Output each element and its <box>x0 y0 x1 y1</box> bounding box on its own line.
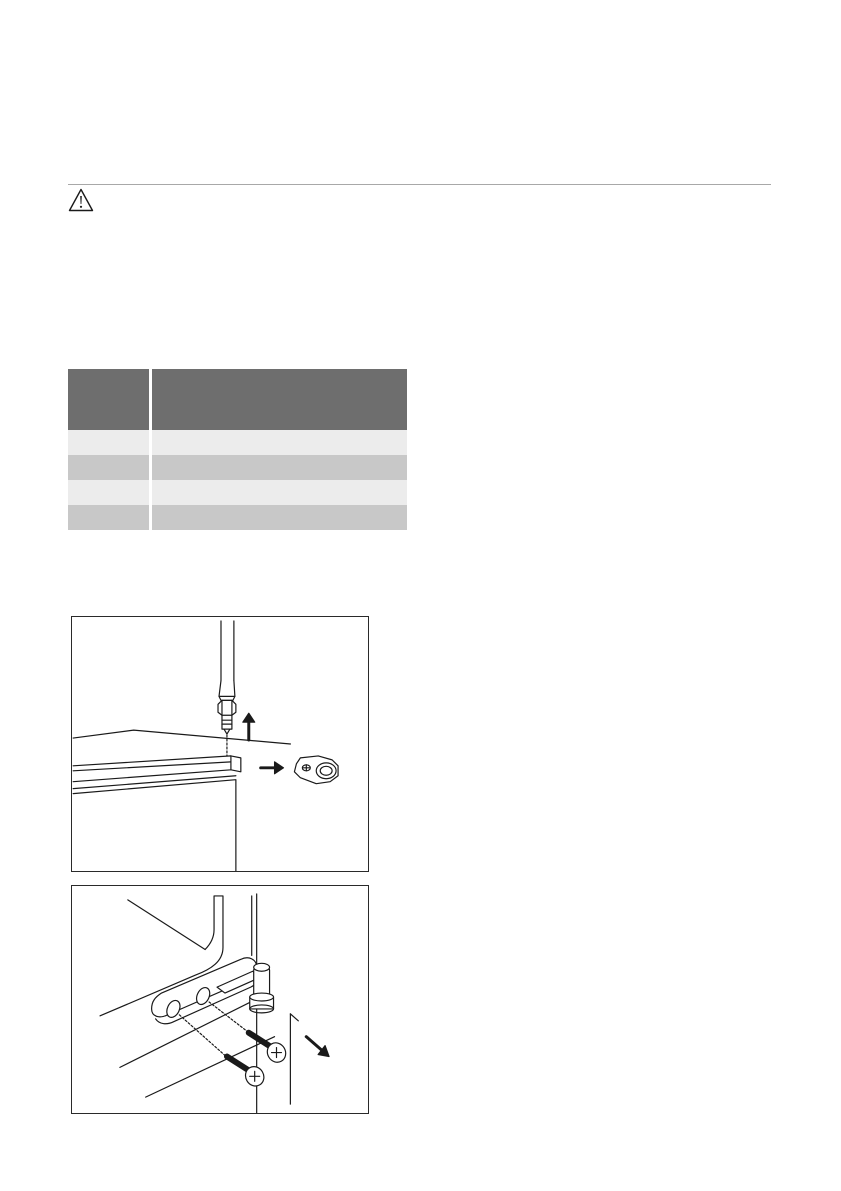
table-row <box>68 480 407 505</box>
table-cell <box>151 455 408 480</box>
arrow-down-right-icon <box>306 1037 329 1057</box>
table-row <box>68 430 407 455</box>
table-cell <box>151 430 408 455</box>
arrow-up-icon <box>243 713 255 740</box>
table-cell <box>68 430 151 455</box>
table-header-cell <box>68 369 151 430</box>
table-row <box>68 505 407 530</box>
remove-lower-hinge-illustration <box>71 885 369 1114</box>
table-cell <box>68 455 151 480</box>
screw-icon <box>227 1056 267 1089</box>
screw-icon <box>247 1031 289 1066</box>
section-divider <box>68 184 771 185</box>
hinge-pin-icon <box>218 700 236 734</box>
table-cell <box>151 505 408 530</box>
table-row <box>68 455 407 480</box>
screwdriver-icon <box>219 621 235 700</box>
hinge-bracket-icon <box>152 958 274 1024</box>
remove-hinge-pin-illustration <box>71 616 369 872</box>
table-header-row <box>68 369 407 430</box>
table-cell <box>68 480 151 505</box>
hinge-cover-icon <box>294 756 338 784</box>
warning-triangle-icon <box>68 188 94 212</box>
arrow-right-icon <box>261 762 284 774</box>
table-cell <box>151 480 408 505</box>
table-header-cell <box>151 369 408 430</box>
table-cell <box>68 505 151 530</box>
spec-table <box>68 369 407 530</box>
